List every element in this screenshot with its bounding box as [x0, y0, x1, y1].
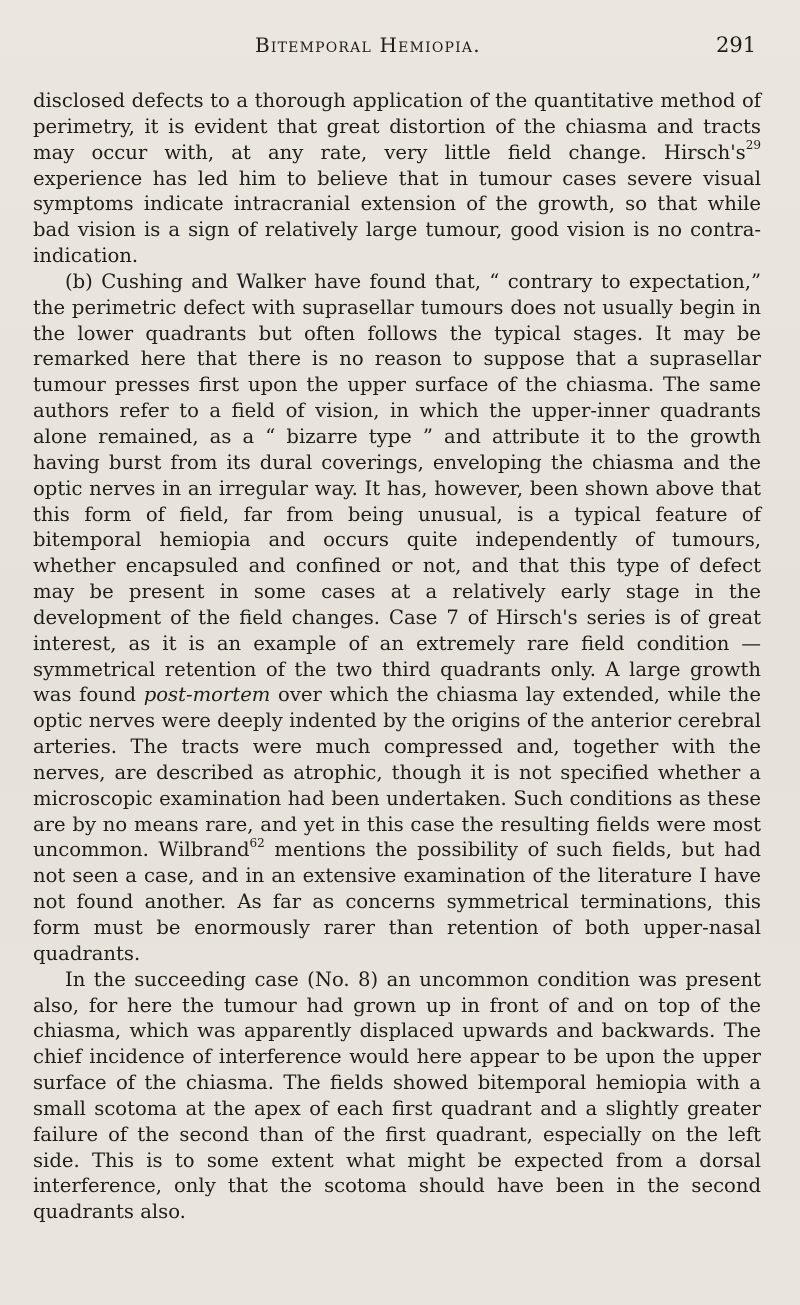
- paragraph-2-text-b: over which the chiasma lay extended, while the optic nerves were deeply indented by the origins of the anterior cerebral arteries. The tracts were much compressed and, together with the nerves, are described as atrophic, though it is not specified whether a microscopic examination had been undertaken. Such conditions as these are by no means rare, and yet in this case the resulting fields were most uncommon. Wilbrand: [33, 683, 762, 862]
- paragraph-2-text-a: (b) Cushing and Walker have found that, “ contrary to expectation,” the perimetric defect with suprasellar tumours does not usually begin in the lower quadrants but often follows the typical stages. It may be remarked here that there is no reason to suppose that a suprasellar tumour presses first upon the upper surface of the chiasma. The same authors refer to a field of vision, in which the upper-inner quadrants alone remained, as a “ bizarre type ” and attribute it to the growth having burst from its dural coverings, enveloping the chiasma and the optic nerves in an irregular way. It has, however, been shown above that this form of field, far from being unusual, is a typical feature of bitemporal hemiopia and occurs quite independently of tumours, whether encapsuled and confined or not, and that this type of defect may be present in some cases at a relatively early stage in the development of the field changes. Case 7 of Hirsch's series is of great interest, as it is an example of an extremely rare field condition —symmetrical retention of the two third quadrants only. A large growth was found: [33, 269, 761, 707]
- paragraph-2-text-c: mentions the possibility of such fields, but had not seen a case, and in an extensive examination of the literature I have not found another. As far as concerns symmetrical terminations, this form must be enormously rarer than retention of both upper-nasal quadrants.: [33, 838, 761, 965]
- page-number: 291: [716, 33, 757, 57]
- running-title: Bitemporal Hemiopia.: [255, 33, 481, 57]
- paragraph-1: [33, 88, 761, 269]
- paragraph-3: [33, 967, 761, 1225]
- paragraph-2: [33, 269, 761, 967]
- footnote-ref-62: 62: [249, 835, 265, 850]
- paragraph-1-text-a: disclosed defects to a thorough application of the quantitative method of perimetry, it is evident that great distortion of the chiasma and tracts may occur with, at any rate, very little field change. Hirsch's: [33, 89, 761, 164]
- paragraph-3-text: In the succeeding case (No. 8) an uncommon condition was present also, for here the tumour had grown up in front of and on top of the chiasma, which was apparently displaced upwards and backwards. The chief incidence of interference would here appear to be upon the upper surface of the chiasma. The fields showed bitemporal hemiopia with a small scotoma at the apex of each first quadrant and a slightly greater failure of the second than of the first quadrant, especially on the left side. This is to some extent what might be expected from a dorsal interference, only that the scotoma should have been in the second quadrants also.: [33, 967, 761, 1224]
- paragraph-1-text-b: experience has led him to believe that in tumour cases severe visual symptoms indicate intracranial extension of the growth, so that while bad vision is a sign of relatively large tumour, good vision is no contra-indication.: [33, 166, 761, 268]
- page-header: [0, 33, 800, 63]
- body-text: [33, 88, 761, 1225]
- italic-term: post-mortem: [143, 683, 271, 707]
- footnote-ref-29: 29: [745, 138, 761, 153]
